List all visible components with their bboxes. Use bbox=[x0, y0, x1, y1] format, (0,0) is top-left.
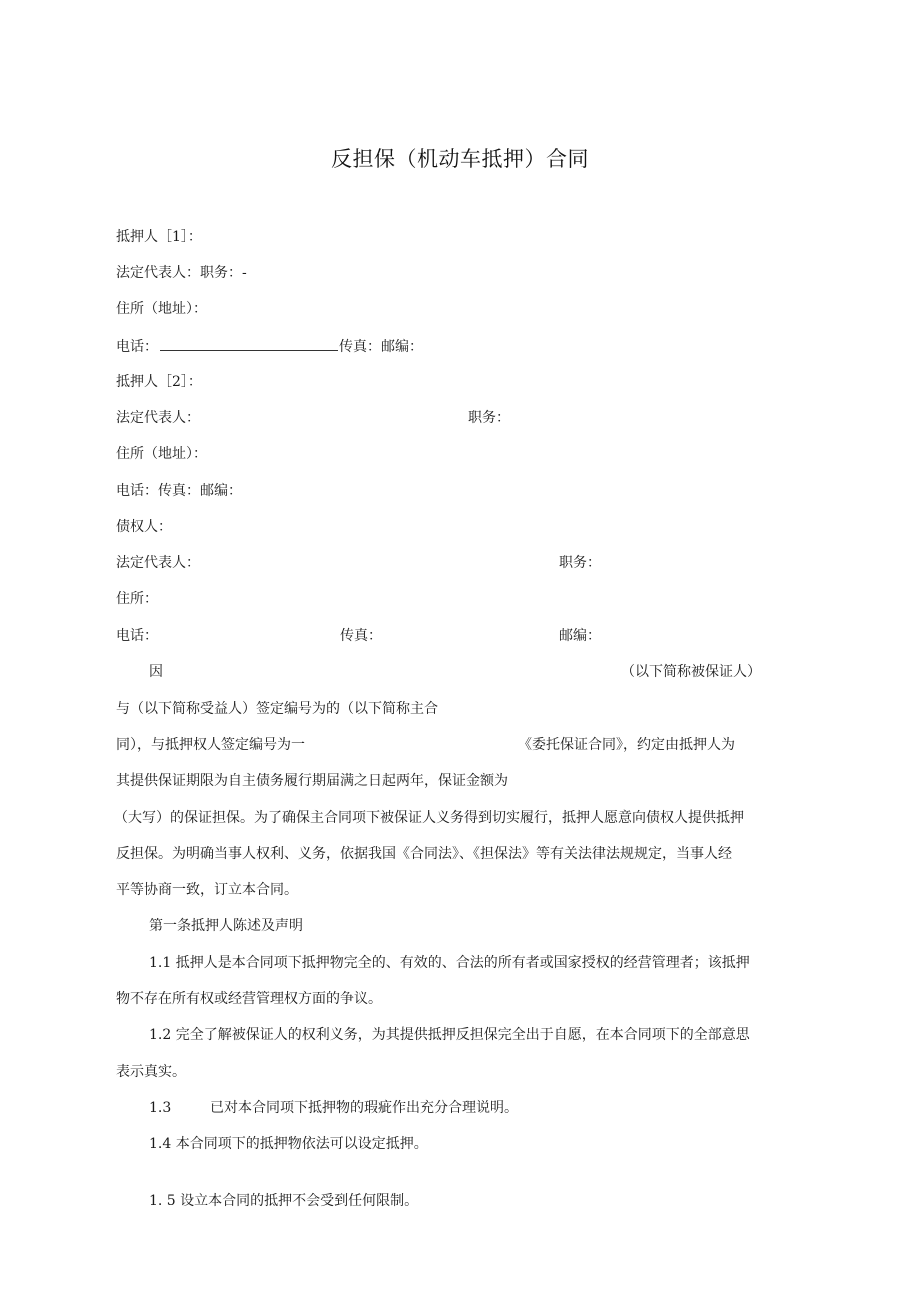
article1-heading: 第一条抵押人陈述及声明 bbox=[149, 918, 303, 934]
mortgagor1-address: 住所（地址）： bbox=[116, 301, 207, 317]
clause-1-3-number: 1.3 bbox=[149, 1100, 172, 1116]
mortgagor2-position: 职务： bbox=[468, 410, 510, 426]
mortgagor2-address: 住所（地址）： bbox=[116, 446, 207, 462]
creditor-address: 住所： bbox=[116, 591, 158, 607]
preamble-line-4: 其提供保证期限为自主债务履行期届满之日起两年，保证金额为 bbox=[116, 773, 508, 789]
clause-1-3-text: 已对本合同项下抵押物的瑕疵作出充分合理说明。 bbox=[210, 1100, 518, 1116]
preamble-line-3b: 《委托保证合同》，约定由抵押人为 bbox=[518, 737, 735, 753]
phone-blank-line bbox=[160, 336, 338, 351]
preamble-line-2: 与（以下简称受益人）签定编号为的（以下简称主合 bbox=[116, 701, 438, 717]
clause-1-4: 1.4 本合同项下的抵押物依法可以设定抵押。 bbox=[149, 1136, 428, 1152]
creditor-label: 债权人： bbox=[116, 519, 172, 535]
mortgagor2-representative: 法定代表人： bbox=[116, 410, 200, 426]
preamble-line-5: （大写）的保证担保。为了确保主合同项下被保证人义务得到切实履行，抵押人愿意向债权人提供抵押 bbox=[114, 810, 744, 826]
mortgagor2-contact: 电话：传真：邮编： bbox=[116, 483, 242, 499]
creditor-post: 邮编： bbox=[559, 628, 601, 644]
mortgagor1-phone-label: 电话： bbox=[116, 339, 158, 355]
preamble-line-6: 反担保。为明确当事人权利、义务，依据我国《合同法》、《担保法》等有关法律法规规定，当事人经 bbox=[116, 846, 732, 862]
clause-1-1-line-2: 物不存在所有权或经营管理权方面的争议。 bbox=[116, 991, 382, 1007]
preamble-because: 因 bbox=[149, 664, 163, 680]
document-title: 反担保（机动车抵押）合同 bbox=[331, 147, 589, 171]
mortgagor1-contact bbox=[116, 336, 423, 357]
clause-1-1-line-1: 1.1 抵押人是本合同项下抵押物完全的、有效的、合法的所有者或国家授权的经营管理者；该抵押 bbox=[149, 955, 750, 971]
creditor-phone: 电话： bbox=[116, 628, 158, 644]
mortgagor1-representative: 法定代表人：职务：- bbox=[116, 265, 247, 281]
preamble-line-7: 平等协商一致，订立本合同。 bbox=[116, 882, 298, 898]
clause-1-2-line-2: 表示真实。 bbox=[116, 1064, 186, 1080]
mortgagor1-label: 抵押人［1］： bbox=[116, 229, 202, 245]
creditor-position: 职务： bbox=[559, 555, 601, 571]
mortgagor1-fax-post: 传真：邮编： bbox=[339, 339, 423, 355]
mortgagor2-label: 抵押人［2］： bbox=[116, 374, 202, 390]
clause-1-2-line-1: 1.2 完全了解被保证人的权利义务，为其提供抵押反担保完全出于自愿，在本合同项下的全部意思 bbox=[149, 1027, 750, 1043]
clause-1-5: 1. 5 设立本合同的抵押不会受到任何限制。 bbox=[149, 1193, 419, 1209]
preamble-guaranteed-note: （以下简称被保证人） bbox=[621, 664, 761, 680]
creditor-fax: 传真： bbox=[340, 628, 382, 644]
preamble-line-3a: 同），与抵押权人签定编号为一 bbox=[116, 737, 305, 753]
creditor-representative: 法定代表人： bbox=[116, 555, 200, 571]
